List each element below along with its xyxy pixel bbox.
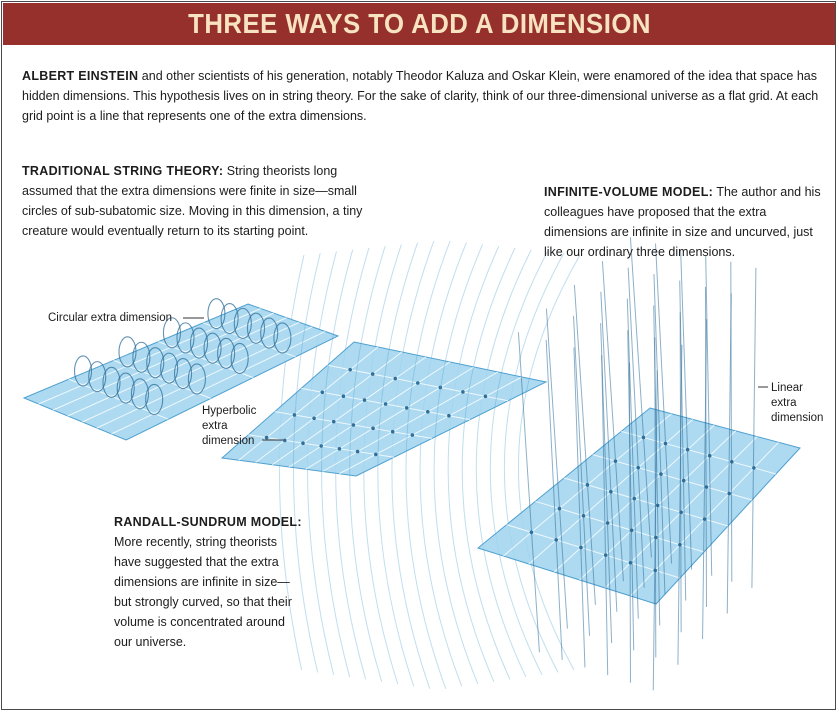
randall-grid-point [374,453,378,457]
randall-grid-point [301,441,305,445]
hyperbolic-dimension-curve [462,248,515,679]
hyperbolic-dimension-label [202,404,256,449]
randall-grid-point [363,398,367,402]
traditional-string-theory-caption [22,161,367,241]
hyperbolic-label-line1: Hyperbolic [202,405,257,417]
randall-grid-point [348,368,352,372]
randall-grid-point [319,444,323,448]
randall-grid-point [265,436,269,440]
infinite-text: The author and his colleagues have proposed that the extra dimensions are infinite in size and uncurved, just like our ordinary three dimensions. [544,185,821,259]
traditional-text: String theorists long assumed that the extra dimensions were finite in size—small circles of sub-subatomic size. Moving in this dimension, a tiny creature would eventually return to its starting point. [22,164,363,238]
randall-grid-point [356,450,360,454]
circular-dimension-label: Circular extra dimension [48,312,172,324]
randall-grid-point [384,402,388,406]
randall-grid-point [405,406,409,410]
randall-grid-point [352,423,356,427]
intro-lead: ALBERT EINSTEIN [22,69,139,83]
randall-grid-point [332,420,336,424]
hyperbolic-dimension-curve [378,243,418,687]
linear-label-line3: dimension [771,412,824,424]
figure-title: THREE WAYS TO ADD A DIMENSION [187,8,651,39]
linear-label-line1: Linear [771,382,803,394]
linear-dimension-line [546,309,567,629]
hyperbolic-dimension-curve [504,253,563,672]
randall-heading: RANDALL-SUNDRUM MODEL: [114,515,302,529]
randall-grid-point [321,391,325,395]
randall-grid-point [342,394,346,398]
intro-text: and other scientists of his generation, notably Theodor Kaluza and Oskar Klein, were enamored of the idea that space has hidden dimensions. This hypothesis lives on in string theory. For the sake of clarity, think of our three-dimensional universe as a flat grid. At each grid point is a line that represents one of the extra dimensions. [22,69,819,123]
randall-grid-point [426,410,430,414]
randall-grid-point [371,372,375,376]
randall-grid-point [447,414,451,418]
linear-dimension-line [752,268,756,588]
randall-grid-point [371,427,375,431]
randall-grid-point [283,439,287,443]
infinite-heading: INFINITE-VOLUME MODEL: [544,185,714,199]
hyperbolic-dimension-curve [518,255,580,670]
traditional-heading: TRADITIONAL STRING THEORY: [22,164,224,178]
randall-text: More recently, string theorists have suggested that the extra dimensions are infinite in size—but strongly curved, so that their volume is concentrated around our universe. [114,535,292,649]
randall-grid-point [293,413,297,417]
linear-dimension-label [771,381,823,426]
randall-grid-point [461,390,465,394]
randall-grid-point [338,447,342,451]
hyperbolic-dimension-curve [448,246,499,682]
randall-grid-point [416,381,420,385]
hyperbolic-dimension-curve [434,244,483,684]
randall-grid-point [411,433,415,437]
linear-label-line2: extra [771,397,797,409]
randall-grid-point [393,377,397,381]
randall-grid-point [484,395,488,399]
randall-grid-point [312,417,316,421]
hyperbolic-dimension-curve [420,243,466,687]
hyperbolic-label-line2: extra [202,420,228,432]
infinite-volume-caption [544,182,822,262]
hyperbolic-label-line3: dimension [202,435,255,447]
randall-sundrum-caption [114,512,304,652]
linear-dimension-line [629,363,630,683]
randall-grid-point [391,430,395,434]
